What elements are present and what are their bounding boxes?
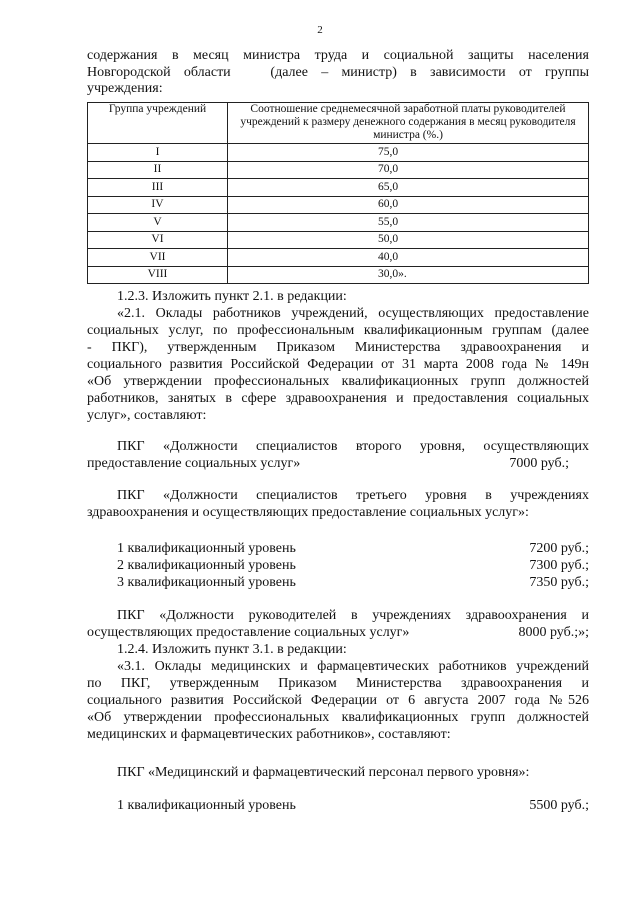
value-cell: 60,0 (228, 196, 589, 214)
table-row (88, 144, 589, 162)
page-number: 2 (317, 24, 323, 36)
pkg3-line-2: здравоохранения и осуществляющих предоставление социальных услуг»: (87, 505, 529, 520)
table-row (88, 161, 589, 179)
pkg3-level-3 (87, 574, 589, 591)
value-cell: 75,0 (228, 144, 589, 162)
level-price: 7300 руб.; (529, 558, 589, 573)
intro-line-2: Новгородской области (далее – министр) в зависимости от группы (87, 65, 589, 80)
intro-line-3: учреждения: (87, 81, 163, 96)
pkg-med-level-1 (87, 797, 589, 814)
s123-line-4: социального развития Российской Федерации от 31 марта 2008 года № 149н (87, 357, 589, 372)
header-ratio: Соотношение среднемесячной заработной платы руководителей учреждений к размеру денежного содержания в месяц руководителя министра (%.) (228, 103, 589, 144)
s124-heading: 1.2.4. Изложить пункт 3.1. в редакции: (117, 642, 347, 657)
s123-heading: 1.2.3. Изложить пункт 2.1. в редакции: (117, 289, 347, 304)
s124-line-2: по ПКГ, утвержденным Приказом Министерства здравоохранения и (87, 676, 589, 691)
level-price: 5500 руб.; (529, 798, 589, 813)
pkg2-title: предоставление социальных услуг» (87, 456, 301, 471)
group-cell: I (88, 144, 228, 162)
pkg3-level-2 (87, 557, 589, 574)
group-cell: IV (88, 196, 228, 214)
s124-line-4: «Об утверждении профессиональных квалификационных групп должностей (87, 710, 589, 725)
group-cell: VII (88, 249, 228, 267)
level-price: 7200 руб.; (529, 541, 589, 556)
pkg-med-title: ПКГ «Медицинский и фармацевтический персонал первого уровня»: (117, 765, 530, 780)
s124-line-1: «3.1. Оклады медицинских и фармацевтических работников учреждений (117, 659, 589, 674)
salary-ratio-table (87, 102, 589, 284)
level-price: 7350 руб.; (529, 575, 589, 590)
group-cell: V (88, 214, 228, 232)
pkg-heads-title: осуществляющих предоставление социальных услуг» (87, 625, 410, 640)
pkg-heads-line-1: ПКГ «Должности руководителей в учреждениях здравоохранения и (117, 608, 589, 623)
pkg2-line-1: ПКГ «Должности специалистов второго уровня, осуществляющих (117, 439, 589, 454)
s124-line-5: медицинских и фармацевтических работников», составляют: (87, 727, 451, 742)
s123-line-1: «2.1. Оклады работников учреждений, осуществляющих предоставление (117, 306, 589, 321)
s123-line-3: - ПКГ), утвержденным Приказом Министерства здравоохранения и (87, 340, 589, 355)
group-cell: III (88, 179, 228, 197)
header-group: Группа учреждений (88, 103, 228, 144)
pkg2-line-2 (87, 455, 589, 472)
level-label: 1 квалификационный уровень (117, 798, 296, 813)
table-header-row (88, 103, 589, 144)
level-label: 1 квалификационный уровень (117, 541, 296, 556)
value-cell: 65,0 (228, 179, 589, 197)
pkg-heads-price: 8000 руб.;»; (518, 625, 589, 640)
value-cell: 40,0 (228, 249, 589, 267)
group-cell: VI (88, 231, 228, 249)
s123-line-7: услуг», составляют: (87, 408, 207, 423)
value-cell: 30,0». (228, 266, 589, 284)
s123-line-2: социальных услуг, по профессиональным квалификационным группам (далее (87, 323, 589, 338)
table-row (88, 266, 589, 284)
table-row (88, 249, 589, 267)
value-cell: 70,0 (228, 161, 589, 179)
table-row (88, 179, 589, 197)
intro-line-1: содержания в месяц министра труда и социальной защиты населения (87, 48, 589, 63)
level-label: 3 квалификационный уровень (117, 575, 296, 590)
pkg3-level-1 (87, 540, 589, 557)
table-row (88, 196, 589, 214)
pkg2-price: 7000 руб.; (509, 456, 569, 471)
s123-line-6: работников, занятых в сфере здравоохранения и предоставления социальных (87, 391, 589, 406)
table-row (88, 231, 589, 249)
group-cell: II (88, 161, 228, 179)
value-cell: 55,0 (228, 214, 589, 232)
pkg3-line-1: ПКГ «Должности специалистов третьего уровня в учреждениях (117, 488, 589, 503)
s123-line-5: «Об утверждении профессиональных квалификационных групп должностей (87, 374, 589, 389)
group-cell: VIII (88, 266, 228, 284)
table-row (88, 214, 589, 232)
value-cell: 50,0 (228, 231, 589, 249)
pkg-heads-line-2 (87, 624, 589, 641)
s124-line-3: социального развития Российской Федерации от 6 августа 2007 года №526 (87, 693, 589, 708)
level-label: 2 квалификационный уровень (117, 558, 296, 573)
